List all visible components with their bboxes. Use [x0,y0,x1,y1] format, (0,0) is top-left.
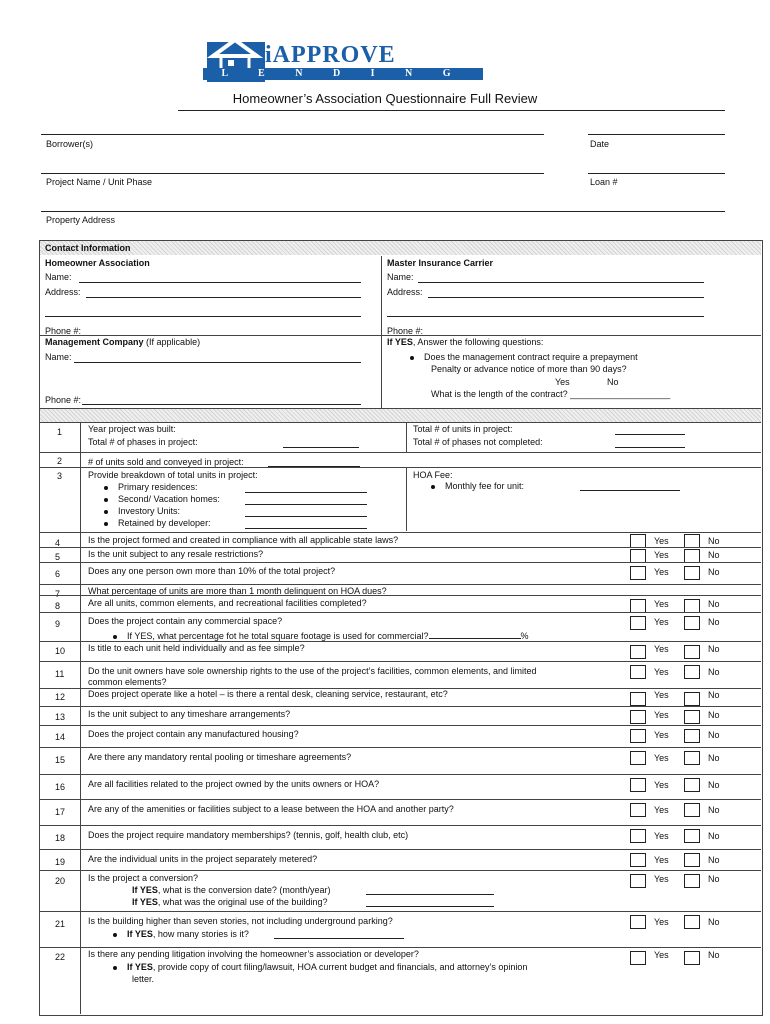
q6-text: Does any one person own more than 10% of the total project? [88,566,336,576]
q9-no-label: No [708,617,720,627]
q4-num: 4 [55,538,61,548]
q16-num: 16 [55,782,66,792]
q19-yes-label: Yes [654,855,669,865]
q10-text: Is title to each unit held individually and as fee simple? [88,643,305,653]
q9-no-checkbox[interactable] [684,616,700,630]
q4-no-label: No [708,536,720,546]
q1-phases: Total # of phases in project: [88,437,198,447]
q20-yes-checkbox[interactable] [630,874,646,888]
q18-text: Does the project require mandatory memberships? (tennis, golf, health club, etc) [88,830,409,840]
q19-num: 19 [55,857,66,867]
q10-yes-label: Yes [654,644,669,654]
q19-text: Are the individual units in the project separately metered? [88,854,318,864]
q14-text: Does the project contain any manufactured housing? [88,729,299,739]
q10-yes-checkbox[interactable] [630,645,646,659]
q18-yes-checkbox[interactable] [630,829,646,843]
prepay-question: Does the management contract require a prepayment [410,352,638,363]
mgmt-name-label: Name: [45,352,72,362]
page-title: Homeowner’s Association Questionnaire Full Review [232,91,538,106]
q12-num: 12 [55,692,66,702]
loan-label: Loan # [590,177,618,187]
q2-text: # of units sold and conveyed in project: [88,457,244,467]
insurance-heading: Master Insurance Carrier [387,258,494,268]
q15-text: Are there any mandatory rental pooling or timeshare agreements? [88,752,352,762]
q13-no-checkbox[interactable] [684,710,700,724]
q4-yes-checkbox[interactable] [630,534,646,548]
q1-phases-not-completed: Total # of phases not completed: [413,437,543,447]
q20-num: 20 [55,876,66,886]
q11-text-cont: common elements? [88,677,167,687]
q2-num: 2 [57,456,63,466]
ins-address-label: Address: [387,287,423,297]
q4-yes-label: Yes [654,536,669,546]
q21-num: 21 [55,919,66,929]
q7-text: What percentage of units are more than 1 month delinguent on HOA dues? [88,586,387,596]
q11-no-label: No [708,667,720,677]
q17-yes-label: Yes [654,805,669,815]
hoa-name-label: Name: [45,272,72,282]
q5-num: 5 [55,552,61,562]
q21-text: Is the building higher than seven stories, not including underground parking? [88,916,393,926]
q17-num: 17 [55,807,66,817]
q9-num: 9 [55,619,61,629]
q12-yes-label: Yes [654,690,669,700]
logo-sub: L E N D I N G [221,68,465,79]
q19-yes-checkbox[interactable] [630,853,646,867]
q6-num: 6 [55,569,61,579]
q8-no-checkbox[interactable] [684,599,700,613]
q8-no-label: No [708,599,720,609]
q16-yes-label: Yes [654,780,669,790]
q15-num: 15 [55,755,66,765]
q20-no-label: No [708,874,720,884]
q16-yes-checkbox[interactable] [630,778,646,792]
q20-sub1: If YES, what is the conversion date? (month/year) [132,885,331,895]
q6-yes-label: Yes [654,567,669,577]
q10-num: 10 [55,646,66,656]
q3-item-2: Investory Units: [104,506,180,517]
q10-no-label: No [708,644,720,654]
q5-yes-checkbox[interactable] [630,549,646,563]
q4-text: Is the project formed and created in compliance with all applicable state laws? [88,535,399,545]
q6-no-checkbox[interactable] [684,566,700,580]
project-name-label: Project Name / Unit Phase [46,177,153,187]
q14-no-label: No [708,730,720,740]
q15-no-checkbox[interactable] [684,751,700,765]
q12-no-checkbox[interactable] [684,692,700,706]
q4-no-checkbox[interactable] [684,534,700,548]
q12-no-label: No [708,690,720,700]
q21-sub: If YES, how many stories is it? [113,929,249,940]
q21-no-label: No [708,917,720,927]
q3-num: 3 [57,471,63,481]
q21-yes-label: Yes [654,917,669,927]
ins-name-label: Name: [387,272,414,282]
logo-sub-bar [203,68,483,80]
q9-text: Does the project contain any commercial space? [88,616,283,626]
q16-no-checkbox[interactable] [684,778,700,792]
q9-yes-checkbox[interactable] [630,616,646,630]
q18-num: 18 [55,833,66,843]
q17-no-label: No [708,805,720,815]
q13-yes-label: Yes [654,710,669,720]
q18-no-label: No [708,831,720,841]
q13-text: Is the unit subject to any timeshare arrangements? [88,709,291,719]
hoa-heading: Homeowner Association [45,258,150,268]
q17-no-checkbox[interactable] [684,803,700,817]
q3-hoa-fee: HOA Fee: [413,470,453,480]
q17-yes-checkbox[interactable] [630,803,646,817]
q22-sub: If YES, provide copy of court filing/lawsuit, HOA current budget and financials, and attorney’s opinion [113,962,527,973]
q15-no-label: No [708,753,720,763]
if-yes-instruction: If YES, Answer the following questions: [387,337,544,347]
q19-no-label: No [708,855,720,865]
q20-yes-label: Yes [654,874,669,884]
q22-yes-label: Yes [654,950,669,960]
mgmt-phone-label: Phone #: [45,395,82,405]
q6-yes-checkbox[interactable] [630,566,646,580]
q22-num: 22 [55,952,66,962]
q1-total-units: Total # of units in project: [413,424,513,434]
q1-num: 1 [57,427,63,437]
q18-no-checkbox[interactable] [684,829,700,843]
borrowers-label: Borrower(s) [46,139,94,149]
title-underline [178,110,725,111]
q8-num: 8 [55,601,61,611]
logo [203,34,483,82]
q19-no-checkbox[interactable] [684,853,700,867]
q11-num: 11 [55,669,65,679]
q13-yes-checkbox[interactable] [630,710,646,724]
q8-text: Are all units, common elements, and recreational facilities completed? [88,598,367,608]
q6-no-label: No [708,567,720,577]
q18-yes-label: Yes [654,831,669,841]
prepay-question-2: Penalty or advance notice of more than 90 days? [431,364,627,374]
q20-no-checkbox[interactable] [684,874,700,888]
q22-no-checkbox[interactable] [684,951,700,965]
q3-item-1: Second/ Vacation homes: [104,494,220,505]
q11-text: Do the unit owners have sole ownership rights to the use of the project’s facilities, common elements, and limited [88,666,537,676]
contract-length: What is the length of the contract? ____________________ [431,389,671,399]
q8-yes-checkbox[interactable] [630,599,646,613]
q21-yes-checkbox[interactable] [630,915,646,929]
q22-text: Is there any pending litigation involving the homeowner’s association or developer? [88,949,419,959]
q7-num: 7 [55,589,61,599]
q8-yes-label: Yes [654,599,669,609]
q17-text: Are any of the amenities or facilities subject to a lease between the HOA and another party? [88,804,454,814]
q13-no-label: No [708,710,720,720]
q14-yes-checkbox[interactable] [630,729,646,743]
q9-sub: If YES, what percentage fot he total square footage is used for commercial? % [113,629,529,642]
q10-no-checkbox[interactable] [684,645,700,659]
q12-text: Does project operate like a hotel – is there a rental desk, cleaning service, restaurant, etc? [88,689,448,699]
q22-no-label: No [708,950,720,960]
q14-num: 14 [55,732,66,742]
q22-yes-checkbox[interactable] [630,951,646,965]
prepay-yes: Yes [555,377,570,387]
q15-yes-checkbox[interactable] [630,751,646,765]
ins-phone-label: Phone #: [387,326,424,336]
q1-year-built: Year project was built: [88,424,176,434]
q14-yes-label: Yes [654,730,669,740]
q3-item-3: Retained by developer: [104,518,211,529]
logo-brand: iAPPROVE [265,42,396,68]
q15-yes-label: Yes [654,753,669,763]
q11-yes-checkbox[interactable] [630,665,646,679]
q21-no-checkbox[interactable] [684,915,700,929]
q16-text: Are all facilities related to the project owned by the units owners or HOA? [88,779,380,789]
q20-text: Is the project a conversion? [88,873,199,883]
q14-no-checkbox[interactable] [684,729,700,743]
q20-sub2: If YES, what was the original use of the building? [132,897,328,907]
mgmt-heading: Management Company (If applicable) [45,337,201,347]
q5-no-label: No [708,550,720,560]
q13-num: 13 [55,712,66,722]
q3-text: Provide breakdown of total units in project: [88,470,258,480]
q11-yes-label: Yes [654,667,669,677]
date-label: Date [590,139,610,149]
q12-yes-checkbox[interactable] [630,692,646,706]
hoa-phone-label: Phone #: [45,326,82,336]
q16-no-label: No [708,780,720,790]
q9-yes-label: Yes [654,617,669,627]
contact-section-title: Contact Information [45,243,131,253]
prepay-no: No [607,377,619,387]
hoa-address-label: Address: [45,287,81,297]
q5-yes-label: Yes [654,550,669,560]
property-address-label: Property Address [46,215,116,225]
q5-no-checkbox[interactable] [684,549,700,563]
q22-sub-cont: letter. [132,974,155,984]
q3-item-0: Primary residences: [104,482,198,493]
q5-text: Is the unit subject to any resale restrictions? [88,549,264,559]
q11-no-checkbox[interactable] [684,665,700,679]
q3-monthly-fee: Monthly fee for unit: [431,481,524,492]
